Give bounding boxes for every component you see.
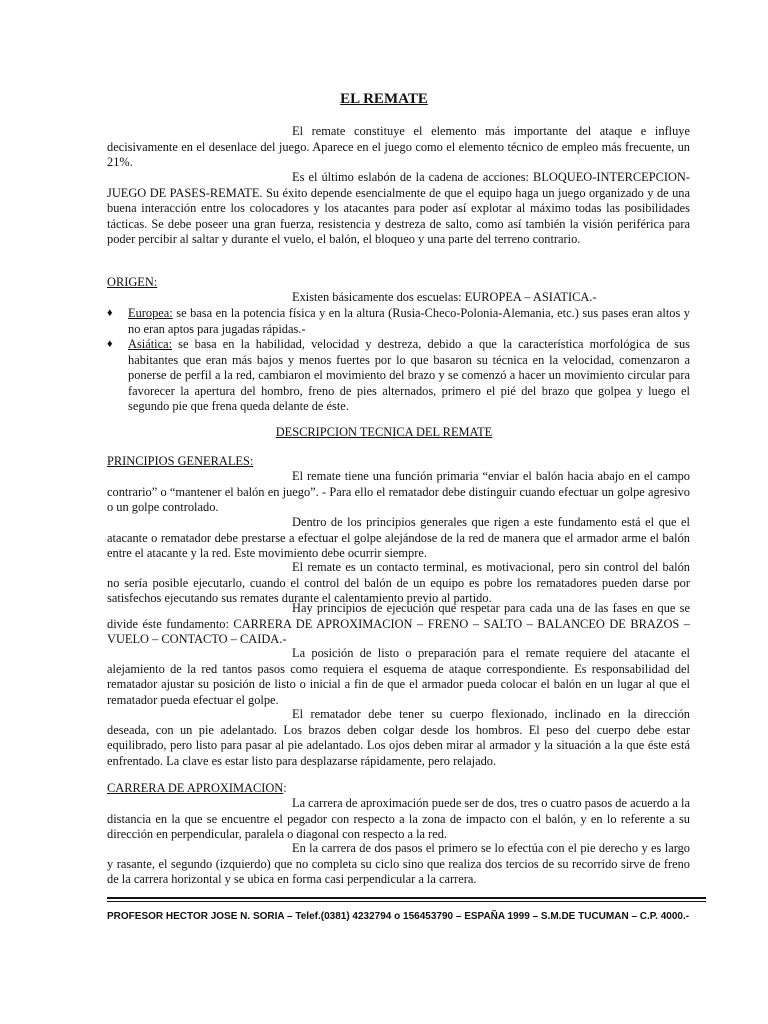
footer-contact: PROFESOR HECTOR JOSE N. SORIA – Telef.(0381) 4232794 o 156453790 – ESPAÑA 1999 – S.M.DE TUCUMAN – C.P. 4000.- bbox=[107, 911, 690, 922]
carrera-heading: CARRERA DE APROXIMACION bbox=[107, 781, 284, 795]
diamond-bullet-icon: ♦ bbox=[107, 338, 113, 350]
carrera-heading-row bbox=[107, 781, 287, 797]
carrera-paragraph-1: La carrera de aproximación puede ser de dos, tres o cuatro pasos de acuerdo a la distancia en la que se encuentre el pegador con respecto a la zona de impacto con el balón, y en lo referente a su dirección en perpendicular, paralela o diagonal con respecto a la red. bbox=[107, 796, 690, 842]
origen-item-label: Europea: bbox=[128, 306, 173, 320]
origen-intro: Existen básicamente dos escuelas: EUROPEA – ASIATICA.- bbox=[292, 290, 597, 304]
carrera-paragraph-2: En la carrera de dos pasos el primero se lo efectúa con el pie derecho y es largo y rasante, el segundo (izquierdo) que no completa su ciclo sino que realiza dos tercios de su recorrido sirve de freno de la carrera horizontal y se ubica en forma casi perpendicular a la carrera. bbox=[107, 841, 690, 887]
diamond-bullet-icon: ♦ bbox=[107, 307, 113, 319]
principios-paragraph-3: El remate es un contacto terminal, es motivacional, pero sin control del balón no sería posible ejecutarlo, cuando el control del balón de un equipo es pobre los rematadores pueden darse por satisfechos ejecutando sus remates durante el calentamiento previo al partido. bbox=[107, 560, 690, 606]
principios-paragraph-4: Hay principios de ejecución que respetar para cada una de las fases en que se divide éste fundamento: CARRERA DE APROXIMACION – FRENO – SALTO – BALANCEO DE BRAZOS – VUELO – CONTACTO – CAIDA.- bbox=[107, 601, 690, 647]
origen-item-text bbox=[128, 337, 690, 415]
intro-paragraph-2: Es el último eslabón de la cadena de acciones: BLOQUEO-INTERCEPCION-JUEGO DE PASES-REMATE. Su éxito depende esencialmente de que el equipo haga un juego organizado y de una buena interacción entre los colocadores y los atacantes para poder así explotar al máximo todas las posibilidades tácticas. Se debe poseer una gran fuerza, resistencia y destreza de salto, como así también la visión periférica para poder percibir al saltar y durante el vuelo, el balón, el bloqueo y una parte del terreno contrario. bbox=[107, 170, 690, 247]
intro-paragraph-1: El remate constituye el elemento más importante del ataque e influye decisivamente en el desenlace del juego. Aparece en el juego como el elemento técnico de empleo más frecuente, un 21%. bbox=[107, 124, 690, 170]
origen-item-text bbox=[128, 306, 690, 337]
origen-item-asiatica bbox=[107, 337, 690, 415]
origen-item-label: Asiática: bbox=[128, 337, 173, 351]
page-title: EL REMATE bbox=[340, 91, 428, 107]
footer-divider-thick bbox=[107, 897, 706, 899]
principios-paragraph-2: Dentro de los principios generales que rigen a este fundamento está el que el atacante o rematador debe prestarse a efectuar el golpe alejándose de la red de manera que el armador arme el balón entre el atacante y la red. Este movimiento debe ocurrir siempre. bbox=[107, 515, 690, 561]
origen-item-europea bbox=[107, 306, 690, 337]
origen-heading: ORIGEN: bbox=[107, 275, 158, 289]
origen-item-body: se basa en la habilidad, velocidad y destreza, debido a que la característica morfológica de sus habitantes que eran más bajos y menos fuertes por lo que basaron su técnica en la velocidad, comenzaron a ponerse de perfil a la red, cambiaron el movimiento del brazo y se comenzó a hacer un movimiento circular para favorecer la apertura del hombro, freno de pies alternados, primero el pié del brazo que golpea y luego el segundo pie que frena queda delante de éste. bbox=[128, 337, 690, 414]
footer-divider-thin bbox=[107, 901, 706, 902]
principios-paragraph-1: El remate tiene una función primaria “enviar el balón hacia abajo en el campo contrario” o “mantener el balón en juego”. - Para ello el rematador debe distinguir cuando efectuar un golpe agresivo o un golpe controlado. bbox=[107, 469, 690, 515]
principios-heading: PRINCIPIOS GENERALES: bbox=[107, 454, 254, 468]
principios-paragraph-5: La posición de listo o preparación para el remate requiere del atacante el alejamiento de la red tantos pasos como requiera el esquema de ataque correspondiente. Es responsabilidad del rematador ajustar su posición de listo o inicial a fin de que el armador pueda colocar el balón en un lugar al que el rematador pueda efectuar el golpe. bbox=[107, 646, 690, 707]
carrera-heading-suffix: : bbox=[283, 781, 287, 795]
principios-paragraph-6: El rematador debe tener su cuerpo flexionado, inclinado en la dirección deseada, con un pie adelantado. Los brazos deben colgar desde los hombros. El peso del cuerpo debe estar equilibrado, pero listo para pasar al pie adelantado. Los ojos deben mirar al armador y la situación a la que éste está enfrentado. La clave es estar listo para desplazarse rápidamente, pero relajado. bbox=[107, 707, 690, 768]
origen-item-body: se basa en la potencia física y en la altura (Rusia-Checo-Polonia-Alemania, etc.) sus pases eran altos y no eran aptos para jugadas rápidas.- bbox=[128, 306, 690, 336]
descripcion-heading: DESCRIPCION TECNICA DEL REMATE bbox=[275, 425, 493, 439]
